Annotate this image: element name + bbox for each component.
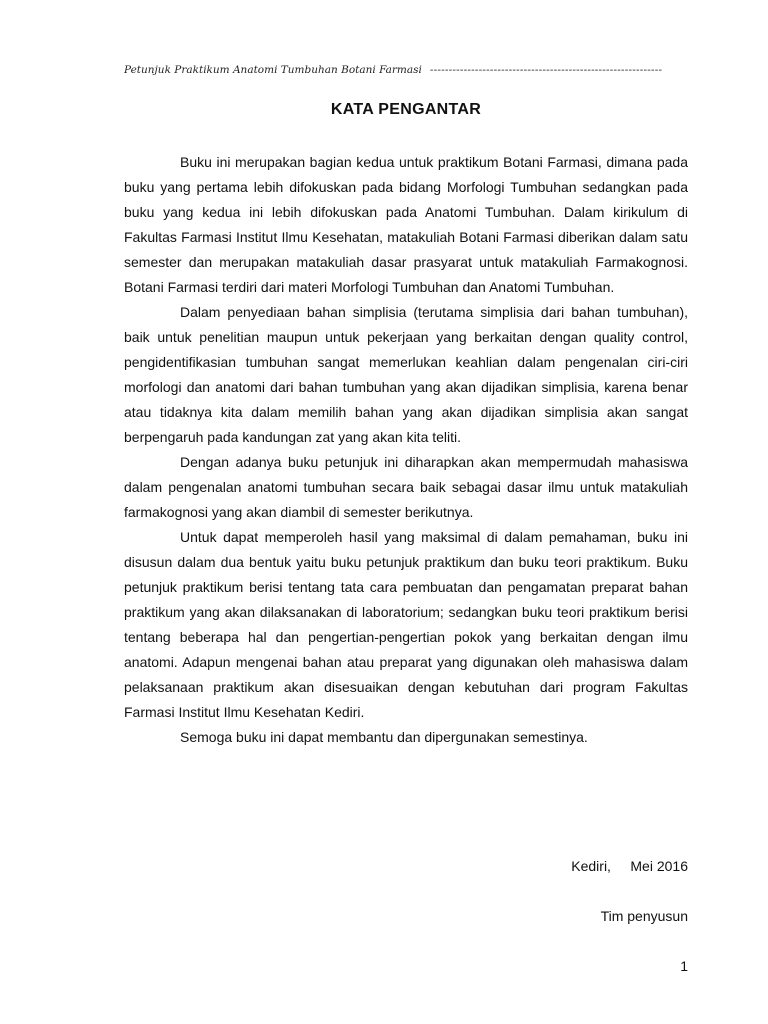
paragraph-4: Untuk dapat memperoleh hasil yang maksimal di dalam pemahaman, buku ini disusun dalam dua bentuk yaitu buku petunjuk praktikum dan buku teori praktikum. Buku petunjuk praktikum berisi tentang tata cara pembuatan dan pengamatan preparat bahan praktikum yang akan dilaksanakan di laboratorium; sedangkan buku teori praktikum berisi tentang beberapa hal dan pengertian-pengertian pokok yang berkaitan dengan ilmu anatomi. Adapun mengenai bahan atau preparat yang digunakan oleh mahasiswa dalam pelaksanaan praktikum akan disesuaikan dengan kebutuhan dari program Fakultas Farmasi Institut Ilmu Kesehatan Kediri. — [124, 529, 688, 720]
place-date: Kediri, Mei 2016 — [571, 858, 688, 874]
paragraph-5: Semoga buku ini dapat membantu dan dipergunakan semestinya. — [180, 729, 588, 745]
page-title: KATA PENGANTAR — [330, 101, 482, 118]
running-header-title: Petunjuk Praktikum Anatomi Tumbuhan Botani Farmasi — [124, 64, 422, 76]
running-header — [124, 62, 694, 78]
paragraph-1: Buku ini merupakan bagian kedua untuk praktikum Botani Farmasi, dimana pada buku yang pertama lebih difokuskan pada bidang Morfologi Tumbuhan sedangkan pada buku yang kedua ini lebih difokuskan pada Anatomi Tumbuhan. Dalam kirikulum di Fakultas Farmasi Institut Ilmu Kesehatan, matakuliah Botani Farmasi diberikan dalam satu semester dan merupakan matakuliah dasar prasyarat untuk matakuliah Farmakognosi. Botani Farmasi terdiri dari materi Morfologi Tumbuhan dan Anatomi Tumbuhan. — [124, 154, 688, 295]
body-text — [124, 150, 688, 750]
paragraph-3: Dengan adanya buku petunjuk ini diharapkan akan mempermudah mahasiswa dalam pengenalan anatomi tumbuhan secara baik sebagai dasar ilmu untuk matakuliah farmakognosi yang akan diambil di semester berikutnya. — [124, 454, 688, 520]
paragraph-2: Dalam penyediaan bahan simplisia (terutama simplisia dari bahan tumbuhan), baik untuk penelitian maupun untuk pekerjaan yang berkaitan dengan quality control, pengidentifikasian tumbuhan sangat memerlukan keahlian dalam pengenalan ciri-ciri morfologi dan anatomi dari bahan tumbuhan yang akan dijadikan simplisia, karena benar atau tidaknya kita dalam memilih bahan yang akan dijadikan simplisia akan sangat berpengaruh pada kandungan zat yang akan kita teliti. — [124, 304, 688, 445]
running-header-rule: -------------------------------------------------------------- — [429, 64, 663, 76]
page-number: 1 — [680, 958, 688, 974]
author-signature: Tim penyusun — [600, 908, 688, 924]
